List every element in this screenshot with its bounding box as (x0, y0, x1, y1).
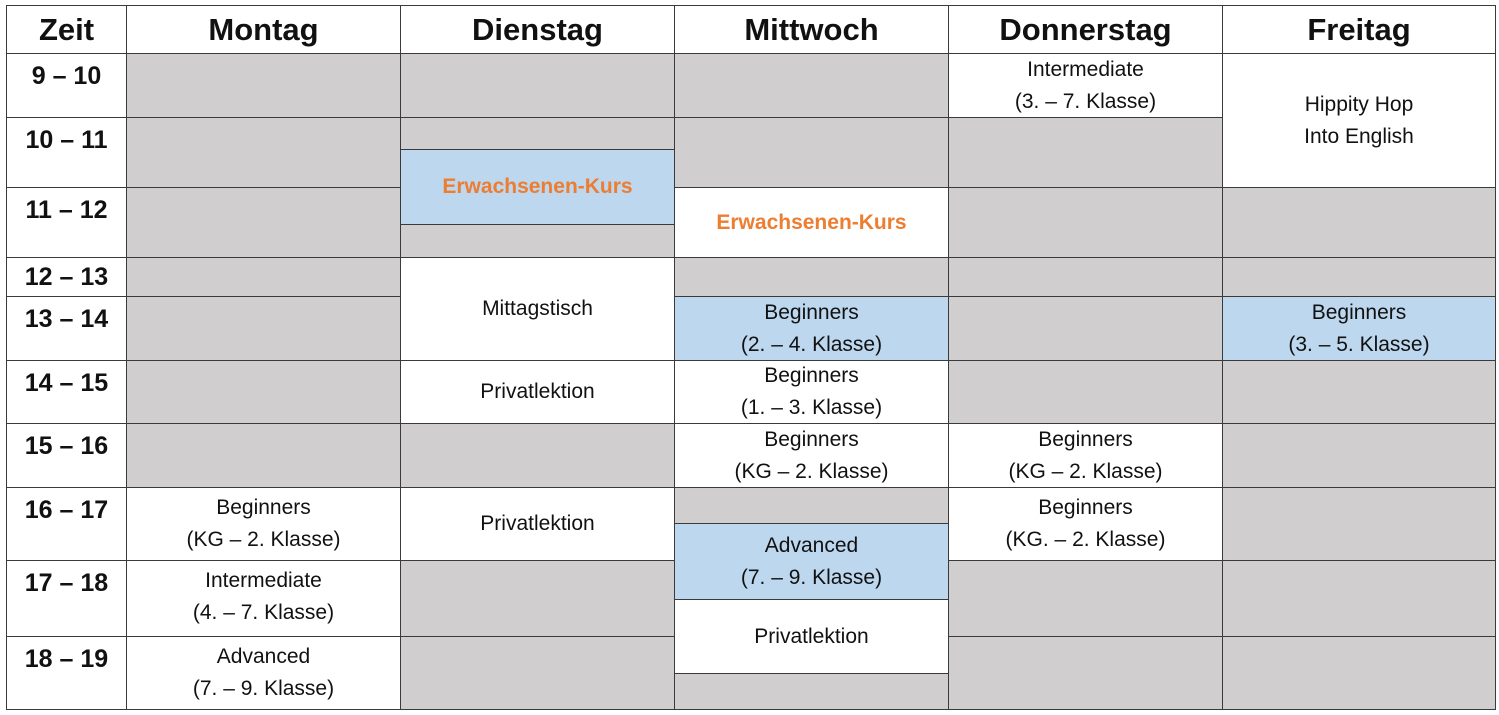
course-slot-mittwoch-privatlektion (674, 599, 949, 674)
course-grade: (2. – 4. Klasse) (740, 332, 883, 356)
header-day-montag (126, 5, 401, 54)
time-label: 18 – 19 (24, 645, 109, 673)
header-day-dienstag (400, 5, 675, 54)
course-title: Beginners (764, 364, 859, 387)
time-label: 14 – 15 (24, 369, 109, 397)
empty-slot (948, 360, 1223, 424)
time-slot-14-15 (6, 360, 127, 424)
empty-slot (674, 257, 949, 297)
course-slot-dienstag-mittagstisch (400, 257, 675, 361)
course-title-line-2: Into English (1304, 124, 1414, 148)
course-slot-mittwoch-advanced (674, 523, 949, 600)
course-title: Hippity Hop (1304, 92, 1414, 116)
course-grade: (7. – 9. Klasse) (192, 677, 335, 700)
empty-slot (126, 423, 401, 488)
course-slot-dienstag-erwachsenen-kurs (400, 149, 675, 225)
empty-slot (126, 296, 401, 361)
empty-slot (1222, 487, 1496, 561)
header-time-label: Zeit (38, 11, 95, 47)
empty-slot (126, 257, 401, 297)
header-day-label: Dienstag (472, 11, 603, 47)
time-label: 16 – 17 (24, 496, 109, 524)
empty-slot (400, 560, 675, 637)
empty-slot (674, 673, 949, 710)
empty-slot (400, 117, 675, 150)
empty-slot (1222, 257, 1496, 297)
time-slot-9-10 (6, 53, 127, 118)
course-grade: (1. – 3. Klasse) (740, 396, 883, 419)
header-day-label: Freitag (1307, 11, 1411, 47)
empty-slot (400, 224, 675, 258)
course-title: Beginners (764, 300, 859, 324)
course-slot-montag-advanced (126, 636, 401, 710)
course-title: Advanced (764, 533, 859, 557)
empty-slot (126, 53, 401, 118)
course-title: Erwachsenen-Kurs (716, 210, 907, 234)
empty-slot (1222, 187, 1496, 258)
time-slot-11-12 (6, 187, 127, 258)
course-title: Beginners (764, 427, 859, 451)
course-grade: (3. – 7. Klasse) (1014, 89, 1157, 113)
course-title: Erwachsenen-Kurs (442, 175, 633, 198)
course-grade: (3. – 5. Klasse) (1288, 332, 1430, 356)
empty-slot (400, 423, 675, 488)
header-day-freitag (1222, 5, 1496, 54)
course-title: Privatlektion (754, 624, 869, 648)
course-slot-donnerstag-beginners (948, 423, 1223, 488)
time-label: 10 – 11 (25, 126, 108, 154)
empty-slot (1222, 423, 1496, 488)
empty-slot (674, 53, 949, 118)
empty-slot (948, 257, 1223, 297)
header-day-label: Mittwoch (744, 11, 879, 47)
empty-slot (126, 360, 401, 424)
empty-slot (1222, 636, 1496, 710)
header-time (6, 5, 127, 54)
empty-slot (948, 296, 1223, 361)
header-day-donnerstag (948, 5, 1223, 54)
course-title: Privatlektion (480, 512, 595, 535)
course-slot-montag-intermediate (126, 560, 401, 637)
empty-slot (948, 560, 1223, 637)
course-grade: (KG – 2. Klasse) (1008, 459, 1163, 483)
course-slot-mittwoch-beginners (674, 423, 949, 488)
course-title: Beginners (1311, 300, 1407, 324)
empty-slot (1222, 360, 1496, 424)
course-slot-mittwoch-beginners (674, 296, 949, 361)
course-slot-montag-beginners (126, 487, 401, 561)
header-day-label: Donnerstag (999, 11, 1172, 47)
course-slot-dienstag-privatlektion (400, 487, 675, 561)
course-grade: (KG – 2. Klasse) (734, 459, 889, 483)
empty-slot (674, 117, 949, 188)
empty-slot (400, 53, 675, 118)
empty-slot (674, 487, 949, 524)
course-slot-freitag-hippity-hop (1222, 53, 1496, 188)
time-slot-12-13 (6, 257, 127, 297)
time-label: 12 – 13 (24, 263, 109, 291)
header-day-label: Montag (208, 11, 319, 47)
empty-slot (948, 636, 1223, 710)
time-slot-17-18 (6, 560, 127, 637)
course-title: Intermediate (1027, 57, 1144, 81)
time-slot-15-16 (6, 423, 127, 488)
empty-slot (400, 636, 675, 710)
course-title: Beginners (1038, 496, 1133, 519)
course-title: Advanced (216, 645, 311, 668)
course-title: Beginners (1038, 427, 1133, 451)
course-title: Intermediate (205, 569, 322, 592)
course-title: Beginners (216, 496, 311, 519)
time-slot-16-17 (6, 487, 127, 561)
course-title: Mittagstisch (482, 297, 593, 320)
course-grade: (KG. – 2. Klasse) (1005, 528, 1166, 551)
course-title: Privatlektion (480, 380, 595, 403)
course-slot-dienstag-privatlektion (400, 360, 675, 424)
time-slot-13-14 (6, 296, 127, 361)
time-slot-10-11 (6, 117, 127, 188)
time-label: 15 – 16 (24, 432, 109, 460)
empty-slot (948, 117, 1223, 188)
course-grade: (7. – 9. Klasse) (740, 565, 883, 589)
time-slot-18-19 (6, 636, 127, 710)
empty-slot (948, 187, 1223, 258)
empty-slot (1222, 560, 1496, 637)
time-label: 9 – 10 (31, 62, 102, 90)
time-label: 13 – 14 (24, 305, 109, 333)
course-grade: (KG – 2. Klasse) (186, 528, 341, 551)
course-slot-freitag-beginners (1222, 296, 1496, 361)
empty-slot (126, 187, 401, 258)
course-slot-mittwoch-beginners (674, 360, 949, 424)
course-slot-donnerstag-intermediate (948, 53, 1223, 118)
header-day-mittwoch (674, 5, 949, 54)
course-slot-mittwoch-erwachsenen-kurs (674, 187, 949, 258)
course-slot-donnerstag-beginners (948, 487, 1223, 561)
time-label: 11 – 12 (25, 196, 108, 224)
time-label: 17 – 18 (24, 569, 109, 597)
empty-slot (126, 117, 401, 188)
course-grade: (4. – 7. Klasse) (192, 601, 335, 624)
